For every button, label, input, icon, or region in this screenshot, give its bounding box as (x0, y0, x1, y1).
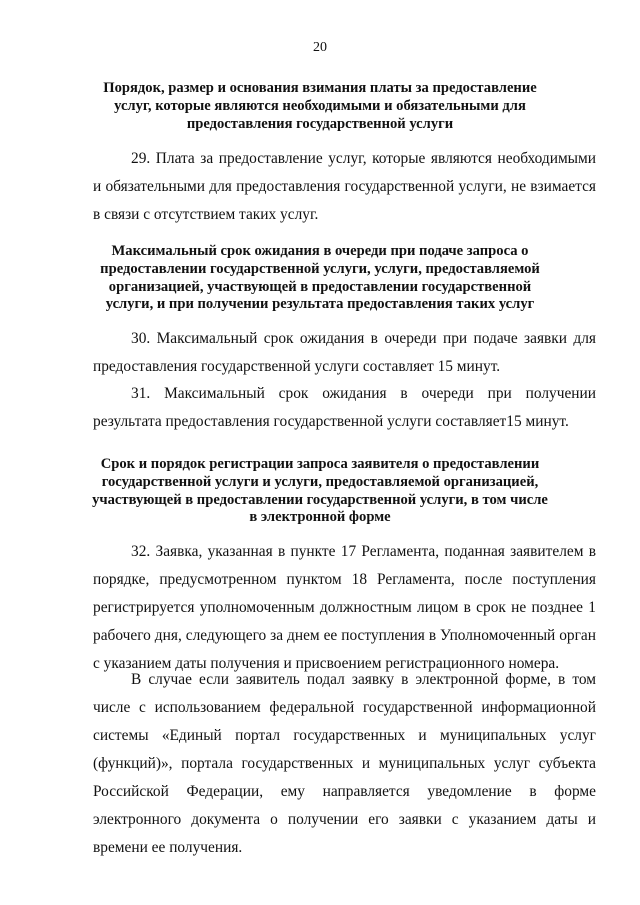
paragraph-32: 32. Заявка, указанная в пункте 17 Регламента, поданная заявителем в порядке, предусмотренном пунктом 18 Регламента, после поступления регистрируется уполномоченным должностным лицом в срок не позднее 1 рабочего дня, следующего за днем ее поступления в Уполномоченный орган с указанием даты получения и присвоением регистрационного номера. (93, 543, 596, 672)
page-number: 20 (313, 40, 327, 55)
section-heading-queue-time: Максимальный срок ожидания в очереди при подаче запроса о предоставлении государственной услуги, услуги, предоставляемой организацией, участвующей в предоставлении государственной услуги, и при получении результата предоставления таких услуг (100, 243, 540, 313)
paragraph-30: 30. Максимальный срок ожидания в очереди при подаче заявки для предоставления государственной услуги составляет 15 минут. (93, 330, 596, 375)
section-heading-fee: Порядок, размер и основания взимания платы за предоставление услуг, которые являются необходимыми и обязательными для предоставления государственной услуги (103, 80, 537, 132)
paragraph-electronic-form: В случае если заявитель подал заявку в электронной форме, в том числе с использованием федеральной государственной информационной системы «Единый портал государственных и муниципальных услуг (функций)», портала государственных и муниципальных услуг субъекта Российской Федерации, ему направляется уведомление в форме электронного документа о получении его заявки с указанием даты и времени ее получения. (93, 671, 596, 856)
section-heading-registration: Срок и порядок регистрации запроса заявителя о предоставлении государственной услуги и услуги, предоставляемой организацией, участвующей в предоставлении государственной услуги, в том числе в электронной форме (92, 456, 548, 526)
paragraph-29: 29. Плата за предоставление услуг, которые являются необходимыми и обязательными для предоставления государственной услуги, не взимается в связи с отсутствием таких услуг. (93, 150, 596, 223)
paragraph-31: 31. Максимальный срок ожидания в очереди при получении результата предоставления государственной услуги составляет15 минут. (93, 385, 596, 430)
